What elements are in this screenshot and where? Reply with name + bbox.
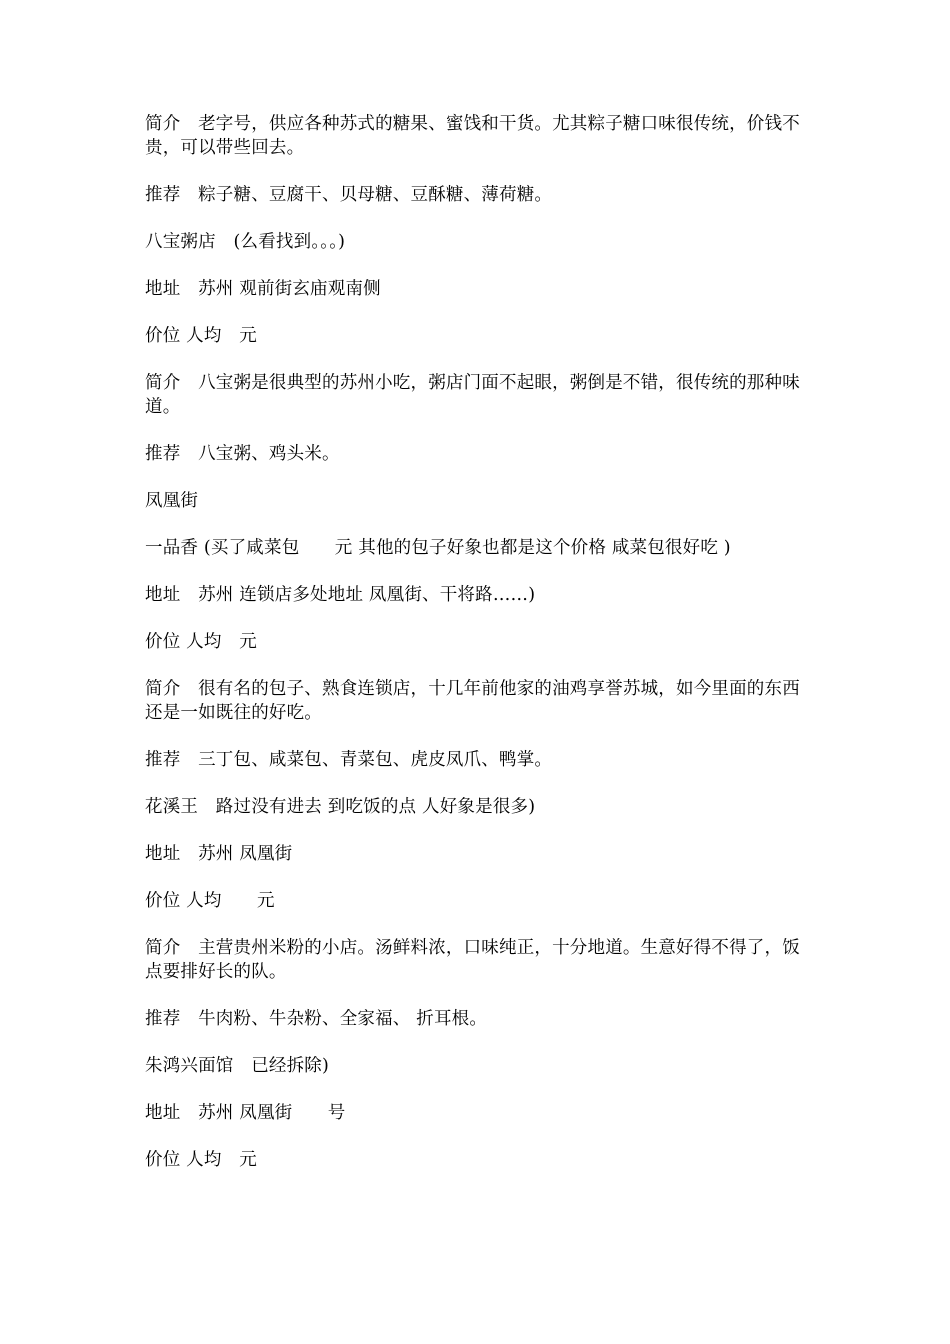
price-line: 价位 人均 元 (145, 326, 257, 346)
shop-title: 朱鸿兴面馆 已经拆除) (145, 1056, 330, 1076)
address-line: 地址 苏州 凤凰街 号 (145, 1103, 346, 1123)
intro-paragraph: 简介 八宝粥是很典型的苏州小吃，粥店门面不起眼，粥倒是不错，很传统的那种味道。 (145, 373, 800, 417)
address-line: 地址 苏州 连锁店多处地址 凤凰街、干将路……) (145, 585, 536, 605)
document-page (145, 112, 815, 1172)
intro-paragraph: 简介 主营贵州米粉的小店。汤鲜料浓，口味纯正，十分地道。生意好得不得了，饭点要排好长的队。 (145, 938, 800, 982)
recommend-paragraph: 推荐 牛肉粉、牛杂粉、全家福、 折耳根。 (145, 1009, 488, 1029)
recommend-paragraph: 推荐 八宝粥、鸡头米。 (145, 444, 340, 464)
shop-title: 一品香 (买了咸菜包 元 其他的包子好象也都是这个价格 咸菜包很好吃 ) (145, 538, 731, 558)
recommend-paragraph: 推荐 三丁包、咸菜包、青菜包、虎皮凤爪、鸭掌。 (145, 750, 553, 770)
shop-title: 八宝粥店 (么看找到。。。) (145, 232, 346, 252)
shop-title: 花溪王 路过没有进去 到吃饭的点 人好象是很多) (145, 797, 536, 817)
price-line: 价位 人均 元 (145, 891, 275, 911)
recommend-paragraph: 推荐 粽子糖、豆腐干、贝母糖、豆酥糖、薄荷糖。 (145, 185, 553, 205)
price-line: 价位 人均 元 (145, 632, 257, 652)
address-line: 地址 苏州 凤凰街 (145, 844, 293, 864)
intro-paragraph: 简介 老字号，供应各种苏式的糖果、蜜饯和干货。尤其粽子糖口味很传统，价钱不贵，可以带些回去。 (145, 114, 800, 158)
price-line: 价位 人均 元 (145, 1150, 257, 1170)
address-line: 地址 苏州 观前街玄庙观南侧 (145, 279, 381, 299)
section-title: 凤凰街 (145, 491, 199, 511)
intro-paragraph: 简介 很有名的包子、熟食连锁店，十几年前他家的油鸡享誉苏城，如今里面的东西还是一如既往的好吃。 (145, 679, 800, 723)
